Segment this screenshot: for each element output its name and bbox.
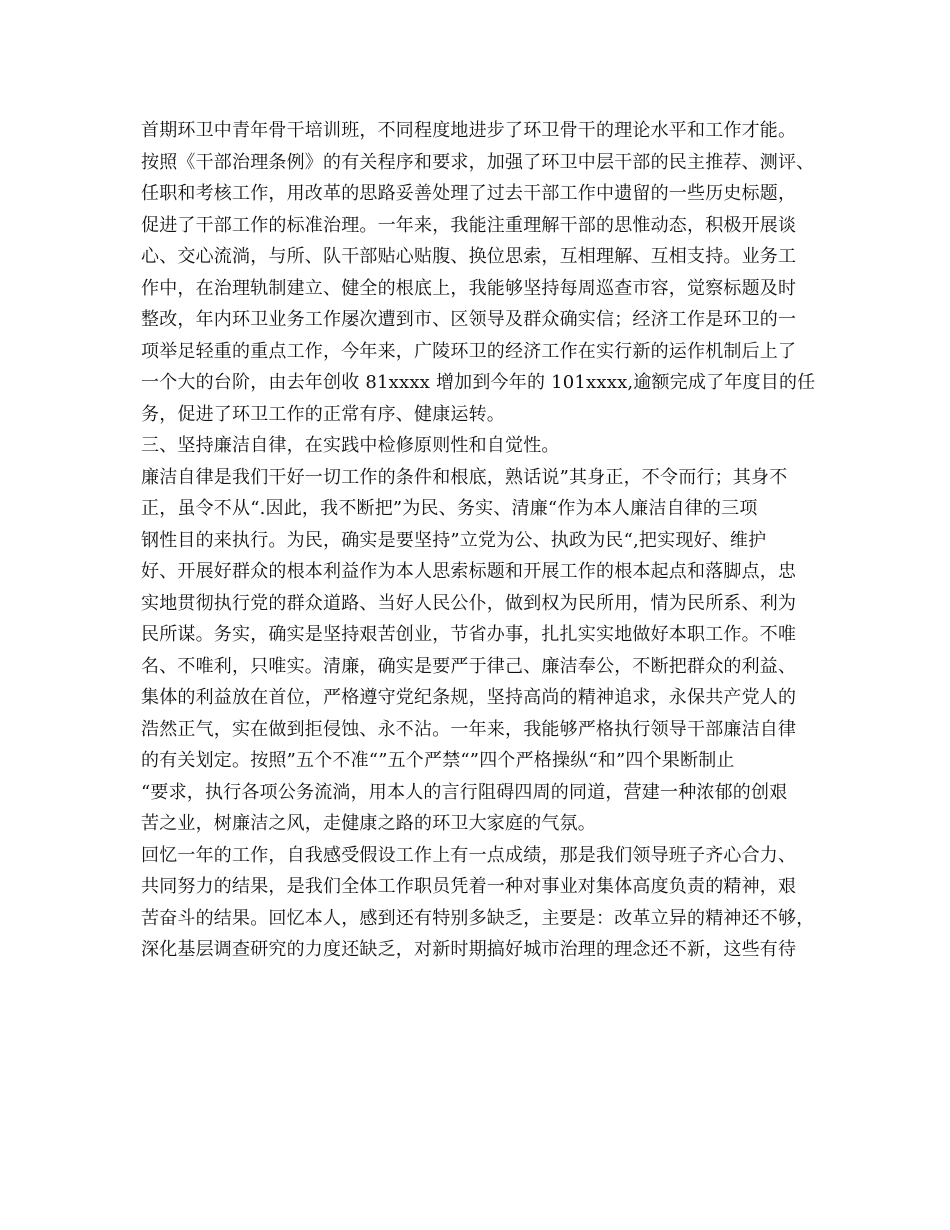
text-line: 钢性目的来执行。为民，确实是要坚持”立党为公、执政为民“,把实现好、维护	[141, 529, 767, 551]
text-line: 集体的利益放在首位，严格遵守党纪条规，坚持高尚的精神追求，永保共产党人的	[141, 687, 797, 708]
text-line: “要求，执行各项公务流淌，用本人的言行阻碍四周的同道，营建一种浓郁的创艰	[141, 781, 788, 803]
text-line: 务，促进了环卫工作的正常有序、健康运转。	[141, 403, 505, 425]
text-line: 好、开展好群众的根本利益作为本人思索标题和开展工作的根本起点和落脚点，忠	[141, 561, 797, 582]
text-line: 一个大的台阶，由去年创收 81xxxx 增加到今年的 101xxxx,逾额完成了年度目的任	[141, 372, 816, 393]
text-line: 促进了干部工作的标准治理。一年来，我能注重理解干部的思惟动态，积极开展谈	[141, 214, 797, 236]
text-line: 苦奋斗的结果。回忆本人，感到还有特别多缺乏，主要是：改革立异的精神还不够，	[141, 907, 815, 929]
text-line: 实地贯彻执行党的群众道路、当好人民公仆，做到权为民所用，情为民所系、利为	[141, 592, 797, 614]
text-line: 项举足轻重的重点工作，今年来，广陵环卫的经济工作在实行新的运作机制后上了	[141, 340, 797, 362]
text-line: 三、坚持廉洁自律，在实践中检修原则性和自觉性。	[141, 435, 560, 456]
text-line: 廉洁自律是我们干好一切工作的条件和根底，熟话说”其身正，不令而行；其身不	[141, 466, 788, 488]
text-line: 任职和考核工作，用改革的思路妥善处理了过去干部工作中遗留的一些历史标题，	[141, 183, 797, 204]
text-line: 首期环卫中青年骨干培训班，不同程度地进步了环卫骨干的理论水平和工作才能。	[141, 120, 797, 141]
text-line: 民所谋。务实，确实是坚持艰苦创业，节省办事，扎扎实实地做好本职工作。不唯	[141, 624, 797, 645]
text-line: 作中，在治理轨制建立、健全的根底上，我能够坚持每周巡查市容，觉察标题及时	[141, 277, 797, 299]
text-line: 名、不唯利，只唯实。清廉，确实是要严于律己、廉洁奉公，不断把群众的利益、	[141, 655, 797, 677]
text-line: 浩然正气，实在做到拒侵蚀、永不沾。一年来，我能够严格执行领导干部廉洁自律	[141, 718, 797, 740]
text-line: 回忆一年的工作，自我感受假设工作上有一点成绩，那是我们领导班子齐心合力、	[141, 844, 797, 866]
text-line: 共同努力的结果，是我们全体工作职员凭着一种对事业对集体高度负责的精神，艰	[141, 876, 797, 897]
text-line: 正，虽令不从“.因此，我不断把”为民、务实、清廉“作为本人廉洁自律的三项	[141, 498, 758, 519]
text-line: 深化基层调查研究的力度还缺乏，对新时期搞好城市治理的理念还不新，这些有待	[141, 939, 797, 960]
text-line: 心、交心流淌，与所、队干部贴心贴腹、换位思索，互相理解、互相支持。业务工	[141, 246, 797, 267]
text-line: 按照《干部治理条例》的有关程序和要求，加强了环卫中层干部的民主推荐、测评、	[141, 151, 815, 173]
text-line: 整改，年内环卫业务工作屡次遭到市、区领导及群众确实信；经济工作是环卫的一	[141, 309, 797, 330]
text-line: 苦之业，树廉洁之风，走健康之路的环卫大家庭的气氛。	[141, 813, 596, 834]
document-body	[141, 115, 831, 966]
text-line: 的有关划定。按照”五个不准“”五个严禁“”四个严格操纵“和”四个果断制止	[141, 750, 735, 771]
